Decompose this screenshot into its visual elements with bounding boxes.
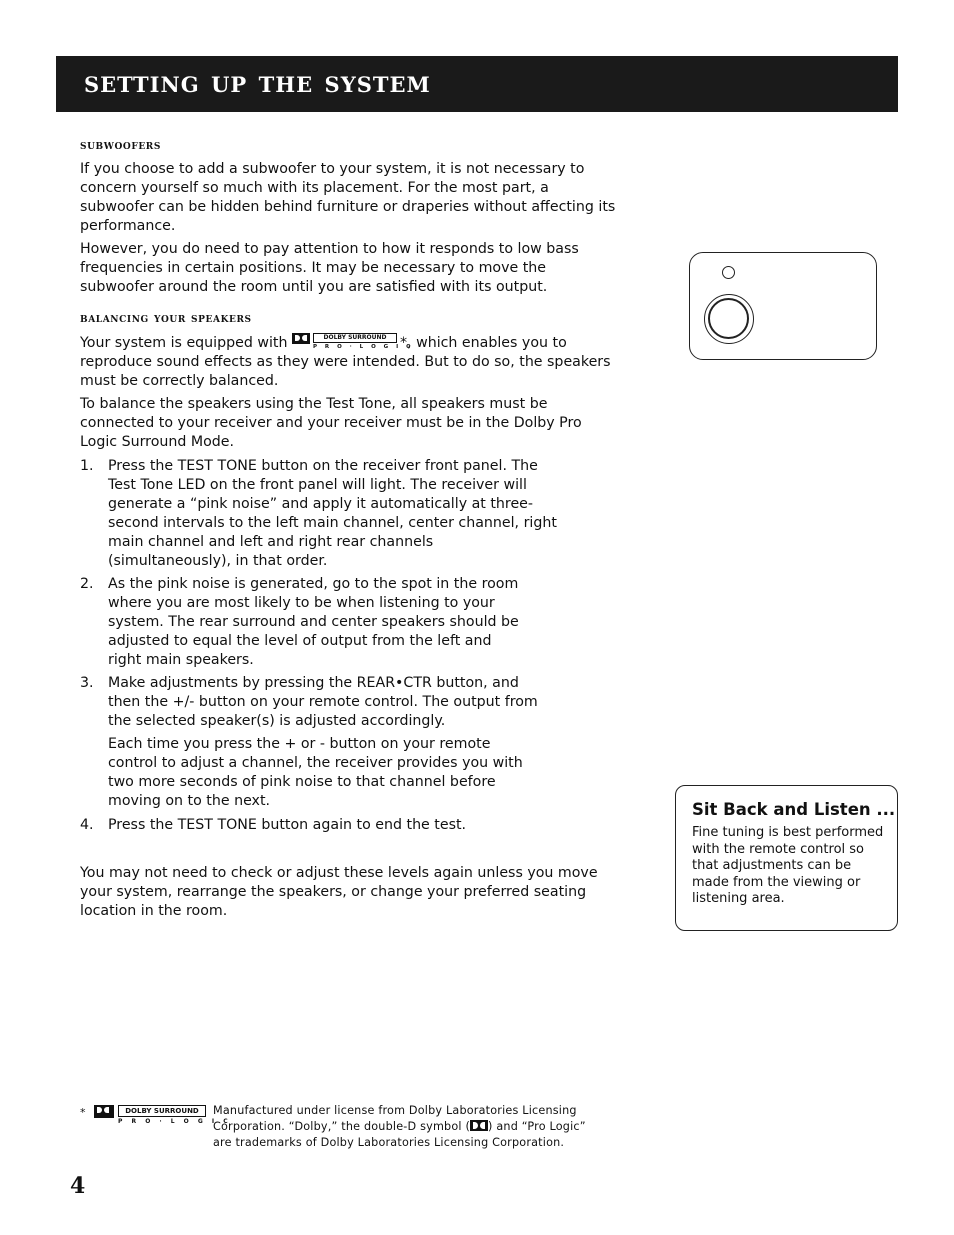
double-d-icon [292, 333, 310, 344]
test-tone-led-icon [722, 266, 735, 279]
header-bar [56, 56, 898, 112]
balancing-p1-before: Your system is equipped with [80, 335, 292, 351]
page-number: 4 [70, 1173, 86, 1199]
tip-title: Sit Back and Listen ... [692, 800, 896, 819]
balancing-paragraph-1 [80, 333, 620, 391]
dolby-logo-box-text: DOLBY SURROUND [313, 333, 397, 343]
front-panel-illustration [689, 252, 877, 360]
balancing-paragraph-2: To balance the speakers using the Test Tone, all speakers must be connected to your receiver and your receiver must be in the Dolby Pro Logic Surround Mode. [80, 396, 582, 450]
double-d-icon [94, 1105, 114, 1118]
closing-paragraph: You may not need to check or adjust these levels again unless you move your system, rearrange the speakers, or change your preferred seating location in the room. [80, 865, 598, 919]
tip-body: Fine tuning is best performed with the remote control so that adjustments can be made from the viewing or listening area. [692, 825, 884, 907]
subwoofers-paragraph-1: If you choose to add a subwoofer to your system, it is not necessary to concern yourself so much with its placement. For the most part, a subwoofer can be hidden behind furniture or draperies without affecting its performance. [80, 161, 616, 234]
section-heading-subwoofers: subwoofers [80, 138, 161, 153]
test-tone-button-icon [704, 294, 754, 344]
subwoofers-paragraph-2: However, you do need to pay attention to how it responds to low bass frequencies in certain positions. It may be necessary to move the subwoofer around the room until you are satisfied with its output. [80, 241, 579, 295]
dolby-logo-box-text: DOLBY SURROUND [118, 1105, 206, 1117]
footnote-dolby-logo [94, 1105, 232, 1127]
tip-box [675, 785, 898, 931]
dolby-surround-logo [292, 333, 414, 350]
footnote-text: Manufactured under license from Dolby Laboratories Licensing Corporation. “Dolby,” the double-D symbol ( ) and “Pro Logic” are trademarks of Dolby Laboratories Licensing Corporation. [213, 1104, 586, 1149]
dolby-logo-sub-text: P R O · L O G I C [312, 344, 414, 350]
balancing-p1-after: *, which enables you to reproduce sound effects as they were intended. But to do so, the speakers must be correctly balanced. [80, 335, 611, 389]
double-d-symbol-icon [470, 1120, 488, 1131]
section-heading-balancing: balancing your speakers [80, 311, 252, 326]
footnote-star: * [80, 1106, 86, 1119]
dolby-logo-sub-text: P R O · L O G I C [118, 1118, 232, 1125]
page-title: setting up the system [84, 65, 431, 100]
